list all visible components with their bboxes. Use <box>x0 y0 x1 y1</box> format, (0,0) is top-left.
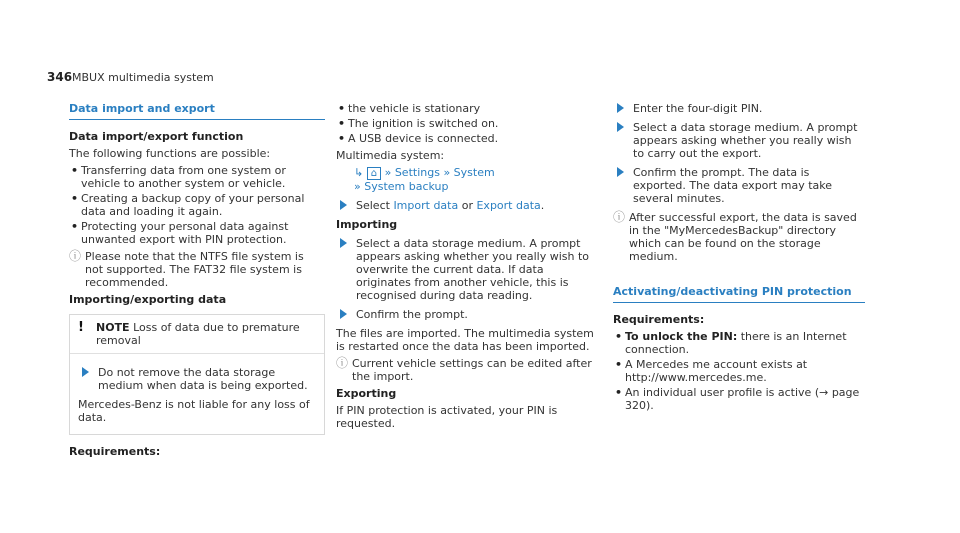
step-arrow-icon <box>82 367 89 377</box>
warning-header <box>70 315 324 354</box>
warning-box <box>69 314 325 435</box>
info-icon: ⓘ <box>69 249 82 263</box>
import-step-2: Confirm the prompt. <box>336 308 598 321</box>
export-data-option: Export data <box>476 199 541 212</box>
path-start-icon: ↳ <box>354 166 364 179</box>
export-step-3: Confirm the prompt. The data is exported. The data export may take several minutes. <box>613 166 865 205</box>
exporting-heading: Exporting <box>336 387 397 400</box>
info-icon: ⓘ <box>613 210 626 224</box>
path-system: System <box>453 166 495 179</box>
chevron-right-icon: » <box>384 166 392 179</box>
export-note: ⓘ After successful export, the data is saved in the "MyMercedesBackup" directory which can be found on the storage medium. <box>613 210 857 263</box>
path-settings: Settings <box>394 166 440 179</box>
step-arrow-icon <box>617 122 624 132</box>
multimedia-system-label: Multimedia system: <box>336 149 445 162</box>
step-arrow-icon <box>340 200 347 210</box>
list-item: • A USB device is connected. <box>338 132 499 145</box>
requirements-heading: Requirements: <box>613 313 705 326</box>
chevron-right-icon: » <box>354 180 361 193</box>
list-item: • Protecting your personal data against unwanted export with PIN protection. <box>71 220 289 246</box>
info-icon: ⓘ <box>336 356 349 370</box>
pin-requirements-list <box>613 330 865 412</box>
home-icon: ⌂ <box>367 167 381 180</box>
subheading-function: Data import/export function <box>69 130 244 143</box>
intro-text: The following functions are possible: <box>69 147 271 160</box>
column-3 <box>613 102 865 416</box>
list-item: • the vehicle is stationary <box>338 102 481 115</box>
warning-heading-text: Loss of data due to premature removal <box>96 321 300 347</box>
running-header: MBUX multimedia system <box>72 71 214 84</box>
import-note: ⓘ Current vehicle settings can be edited after the import. <box>336 356 592 383</box>
warning-liability: Mercedes-Benz is not liable for any loss of data. <box>78 398 310 424</box>
step-arrow-icon <box>340 238 347 248</box>
list-item: • To unlock the PIN: there is an Internet connection. <box>615 330 847 356</box>
export-step-2: Select a data storage medium. A prompt appears asking whether you really wish to carry out the export. <box>613 121 865 160</box>
column-1 <box>69 102 325 462</box>
chevron-right-icon: » <box>443 166 451 179</box>
select-step: Select Import data or Export data. <box>336 199 598 212</box>
warning-body <box>70 354 324 434</box>
ntfs-note: ⓘ Please note that the NTFS file system is not supported. The FAT32 file system is recommended. <box>69 249 304 289</box>
export-step-1: Enter the four-digit PIN. <box>613 102 865 115</box>
import-step-1: Select a data storage medium. A prompt appears asking whether you really wish to overwrite the current data. If data originates from another vehicle, this is recognised during data reading. <box>336 237 598 302</box>
import-result: The files are imported. The multimedia system is restarted once the data has been imported. <box>336 327 594 353</box>
list-item: • The ignition is switched on. <box>338 117 499 130</box>
function-list <box>69 164 325 246</box>
list-item: • Transferring data from one system or vehicle to another system or vehicle. <box>71 164 286 190</box>
requirements-list <box>336 102 598 145</box>
menu-path <box>336 166 598 193</box>
section-title-pin-protection: Activating/deactivating PIN protection <box>613 285 865 303</box>
step-arrow-icon <box>617 167 624 177</box>
step-arrow-icon <box>340 309 347 319</box>
page-number: 346 <box>47 70 73 84</box>
section-title-data-import-export: Data import and export <box>69 102 325 120</box>
import-data-option: Import data <box>393 199 459 212</box>
importing-heading: Importing <box>336 218 398 231</box>
path-system-backup: System backup <box>364 180 449 193</box>
step-arrow-icon <box>617 103 624 113</box>
subheading-importing-exporting: Importing/exporting data <box>69 293 227 306</box>
list-item: • Creating a backup copy of your personal data and loading it again. <box>71 192 305 218</box>
exclamation-icon: ! <box>78 320 84 335</box>
list-item: • A Mercedes me account exists at http://www.mercedes.me. <box>615 358 808 384</box>
column-2 <box>336 102 598 434</box>
warning-title: NOTE <box>96 321 130 334</box>
export-intro: If PIN protection is activated, your PIN is requested. <box>336 404 558 430</box>
requirements-heading: Requirements: <box>69 445 161 458</box>
warning-step: Do not remove the data storage medium when data is being exported. <box>78 366 316 392</box>
list-item: • An individual user profile is active (→ page 320). <box>615 386 860 412</box>
